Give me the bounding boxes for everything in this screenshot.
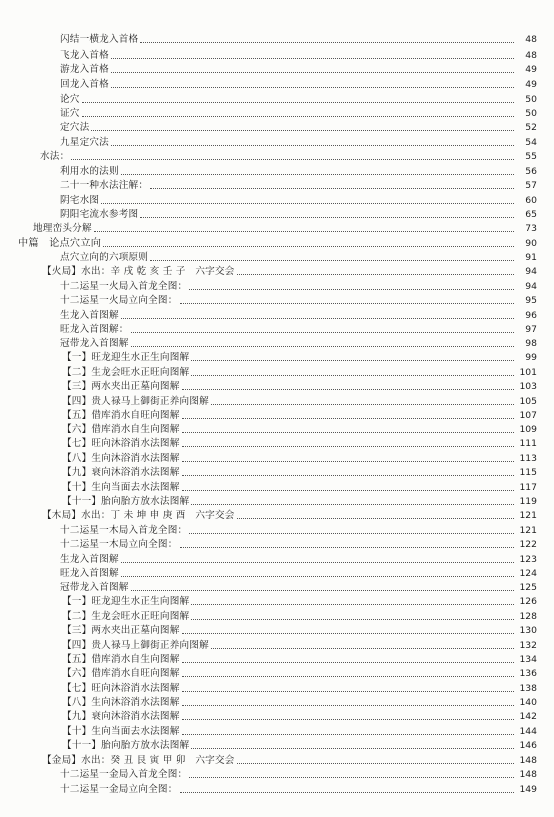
toc-entry-title: 【一】旺龙迎生水正生向图解 — [62, 596, 190, 607]
toc-entry[interactable] — [0, 351, 537, 364]
toc-entry-page-number: 94 — [525, 281, 537, 292]
toc-leader-dots — [237, 763, 514, 764]
toc-entry-title: 【六】借库消水自旺向图解 — [62, 668, 180, 679]
toc-entry[interactable] — [0, 553, 537, 566]
toc-entry-title: 【三】两水夹出正墓向图解 — [62, 625, 180, 636]
toc-entry[interactable] — [0, 380, 537, 393]
toc-entry-title: 生龙入首图解 — [60, 310, 119, 321]
toc-leader-dots — [101, 203, 514, 204]
toc-entry[interactable] — [0, 237, 537, 250]
toc-entry-page-number: 126 — [519, 596, 537, 607]
toc-entry-title: 【四】贵人禄马上御街正养向图解 — [62, 640, 209, 651]
toc-entry-page-number: 65 — [525, 209, 537, 220]
toc-entry[interactable] — [0, 423, 537, 436]
toc-entry[interactable] — [0, 610, 537, 623]
toc-entry[interactable] — [0, 595, 537, 608]
toc-leader-dots — [191, 619, 514, 620]
toc-leader-dots — [140, 217, 514, 218]
toc-leader-dots — [189, 289, 514, 290]
toc-leader-dots — [71, 159, 514, 160]
toc-entry-page-number: 136 — [519, 668, 537, 679]
toc-entry[interactable] — [0, 294, 537, 307]
toc-leader-dots — [150, 260, 514, 261]
toc-entry-title: 十二运星一木局入首龙全图： — [60, 525, 188, 536]
toc-entry-page-number: 146 — [519, 740, 537, 751]
toc-entry[interactable] — [0, 63, 537, 76]
toc-entry-title: 【木局】水出：丁 未 坤 申 庚 酉 六字交会 — [42, 510, 235, 521]
toc-entry-title: 【火局】水出：辛 戌 乾 亥 壬 子 六字交会 — [42, 266, 235, 277]
toc-entry-page-number: 148 — [519, 769, 537, 780]
toc-leader-dots — [191, 375, 514, 376]
toc-entry-title: 水法： — [40, 151, 70, 162]
toc-entry-page-number: 101 — [519, 367, 537, 378]
toc-entry-page-number: 123 — [519, 554, 537, 565]
toc-entry-title: 飞龙入首格 — [60, 50, 109, 61]
toc-entry-page-number: 97 — [525, 324, 537, 335]
toc-entry-page-number: 94 — [525, 266, 537, 277]
toc-entry-page-number: 56 — [525, 166, 537, 177]
toc-entry-page-number: 109 — [519, 424, 537, 435]
toc-entry[interactable] — [0, 78, 537, 91]
toc-entry-page-number: 49 — [525, 79, 537, 90]
toc-entry-page-number: 144 — [519, 726, 537, 737]
toc-entry-page-number: 57 — [525, 180, 537, 191]
toc-entry-title: 利用水的法则 — [60, 166, 119, 177]
toc-leader-dots — [237, 518, 514, 519]
toc-entry-title: 九星定穴法 — [60, 137, 109, 148]
toc-entry-title: 【十一】胎向胎方放水法图解 — [62, 740, 190, 751]
toc-entry-title: 闪结一横龙入首格 — [60, 34, 139, 45]
toc-entry[interactable] — [0, 49, 537, 62]
toc-entry-title: 【一】旺龙迎生水正生向图解 — [62, 352, 190, 363]
toc-entry-page-number: 98 — [525, 338, 537, 349]
toc-entry-title: 中篇 论点穴立向 — [18, 238, 102, 249]
toc-entry-page-number: 121 — [519, 510, 537, 521]
toc-entry[interactable] — [0, 179, 537, 192]
toc-entry-title: 【金局】水出：癸 丑 艮 寅 甲 卯 六字交会 — [42, 755, 235, 766]
toc-leader-dots — [191, 360, 514, 361]
toc-leader-dots — [131, 590, 514, 591]
toc-entry[interactable] — [0, 754, 537, 767]
toc-entry-page-number: 50 — [525, 108, 537, 119]
toc-entry[interactable] — [0, 121, 537, 134]
toc-leader-dots — [131, 332, 514, 333]
toc-leader-dots — [180, 303, 514, 304]
toc-leader-dots — [211, 404, 514, 405]
toc-entry-title: 【七】旺向沐浴消水法图解 — [62, 438, 180, 449]
toc-leader-dots — [182, 418, 514, 419]
toc-entry-page-number: 142 — [519, 711, 537, 722]
toc-entry[interactable] — [0, 509, 537, 522]
toc-entry-page-number: 90 — [525, 238, 537, 249]
toc-entry[interactable] — [0, 222, 537, 235]
toc-entry-page-number: 103 — [519, 381, 537, 392]
toc-entry-page-number: 125 — [519, 582, 537, 593]
toc-entry-page-number: 48 — [525, 50, 537, 61]
toc-entry-page-number: 128 — [519, 611, 537, 622]
toc-entry-page-number: 111 — [519, 438, 537, 449]
toc-entry[interactable] — [0, 768, 537, 781]
toc-entry[interactable] — [0, 783, 537, 796]
toc-entry-page-number: 130 — [519, 625, 537, 636]
toc-entry-page-number: 119 — [519, 496, 537, 507]
toc-entry-page-number: 60 — [525, 195, 537, 206]
toc-entry-page-number: 121 — [519, 525, 537, 536]
toc-entry-page-number: 140 — [519, 697, 537, 708]
toc-leader-dots — [103, 246, 514, 247]
toc-leader-dots — [91, 130, 514, 131]
toc-entry-title: 定穴法 — [60, 122, 90, 133]
toc-entry-page-number: 148 — [519, 755, 537, 766]
toc-leader-dots — [111, 87, 514, 88]
toc-leader-dots — [94, 231, 514, 232]
toc-leader-dots — [111, 145, 514, 146]
toc-leader-dots — [191, 748, 514, 749]
toc-entry-page-number: 96 — [525, 310, 537, 321]
toc-entry[interactable] — [0, 725, 537, 738]
toc-entry-page-number: 124 — [519, 568, 537, 579]
toc-leader-dots — [182, 475, 514, 476]
toc-entry[interactable] — [0, 395, 537, 408]
toc-entry-page-number: 99 — [525, 352, 537, 363]
toc-entry-title: 【十一】胎向胎方放水法图解 — [62, 496, 190, 507]
toc-leader-dots — [150, 188, 514, 189]
toc-entry[interactable] — [0, 696, 537, 709]
toc-entry[interactable] — [0, 682, 537, 695]
toc-leader-dots — [121, 576, 514, 577]
toc-leader-dots — [121, 174, 514, 175]
toc-entry-title: 阴宅水图 — [60, 195, 100, 206]
toc-entry[interactable] — [0, 309, 537, 322]
toc-entry-title: 【二】生龙会旺水正旺向图解 — [62, 611, 190, 622]
toc-entry-page-number: 73 — [525, 223, 537, 234]
toc-entry[interactable] — [0, 739, 537, 752]
toc-entry-page-number: 107 — [519, 410, 537, 421]
toc-entry-page-number: 49 — [525, 64, 537, 75]
toc-entry-title: 证穴 — [60, 108, 80, 119]
toc-entry-page-number: 149 — [519, 784, 537, 795]
toc-entry[interactable] — [0, 524, 537, 537]
toc-entry-page-number: 117 — [519, 482, 537, 493]
toc-entry-page-number: 55 — [525, 151, 537, 162]
toc-entry-title: 论穴 — [60, 94, 80, 105]
toc-entry-title: 十二运星一金局立向全图： — [60, 784, 178, 795]
toc-entry-page-number: 95 — [525, 295, 537, 306]
toc-entry-page-number: 50 — [525, 94, 537, 105]
toc-leader-dots — [189, 533, 514, 534]
toc-entry-page-number: 48 — [525, 34, 537, 45]
toc-entry-title: 【六】借库消水自生向图解 — [62, 424, 180, 435]
toc-leader-dots — [121, 318, 514, 319]
toc-entry-page-number: 138 — [519, 683, 537, 694]
toc-entry[interactable] — [0, 208, 537, 221]
toc-entry-page-number: 134 — [519, 654, 537, 665]
toc-leader-dots — [191, 504, 514, 505]
toc-leader-dots — [111, 72, 514, 73]
toc-leader-dots — [182, 389, 514, 390]
toc-entry-title: 十二运星一木局立向全图： — [60, 539, 178, 550]
toc-entry[interactable] — [0, 466, 537, 479]
toc-entry-title: 旺龙入首图解 — [60, 568, 119, 579]
toc-entry[interactable] — [0, 150, 537, 163]
toc-entry-page-number: 54 — [525, 137, 537, 148]
toc-entry-title: 【三】两水夹出正墓向图解 — [62, 381, 180, 392]
toc-entry-title: 【八】生向沐浴消水法图解 — [62, 453, 180, 464]
toc-leader-dots — [182, 691, 514, 692]
toc-entry[interactable] — [0, 581, 537, 594]
toc-entry-title: 十二运星一火局入首龙全图： — [60, 281, 188, 292]
toc-entry[interactable] — [0, 452, 537, 465]
toc-entry[interactable] — [0, 366, 537, 379]
toc-entry[interactable] — [0, 107, 537, 120]
toc-entry[interactable] — [0, 165, 537, 178]
toc-leader-dots — [182, 662, 514, 663]
toc-entry[interactable] — [0, 710, 537, 723]
toc-entry[interactable] — [0, 538, 537, 551]
toc-leader-dots — [82, 116, 514, 117]
toc-entry-title: 冠带龙入首图解 — [60, 338, 129, 349]
toc-entry[interactable] — [0, 265, 537, 278]
toc-entry[interactable] — [0, 323, 537, 336]
toc-leader-dots — [182, 633, 514, 634]
toc-entry-title: 【四】贵人禄马上御街正养向图解 — [62, 396, 209, 407]
toc-entry[interactable] — [0, 194, 537, 207]
toc-entry[interactable] — [0, 337, 537, 350]
toc-entry[interactable] — [0, 136, 537, 149]
toc-leader-dots — [180, 547, 514, 548]
toc-leader-dots — [182, 461, 514, 462]
toc-entry-page-number: 52 — [525, 122, 537, 133]
toc-leader-dots — [82, 102, 514, 103]
toc-leader-dots — [182, 432, 514, 433]
toc-leader-dots — [182, 705, 514, 706]
toc-leader-dots — [182, 490, 514, 491]
toc-entry[interactable] — [0, 437, 537, 450]
toc-entry[interactable] — [0, 280, 537, 293]
toc-entry-title: 冠带龙入首图解 — [60, 582, 129, 593]
toc-leader-dots — [191, 604, 514, 605]
toc-entry-title: 【九】衰向沐浴消水法图解 — [62, 711, 180, 722]
toc-entry[interactable] — [0, 33, 537, 46]
toc-leader-dots — [111, 58, 514, 59]
toc-entry-title: 回龙入首格 — [60, 79, 109, 90]
toc-leader-dots — [237, 274, 514, 275]
toc-entry[interactable] — [0, 251, 537, 264]
toc-entry-title: 【二】生龙会旺水正旺向图解 — [62, 367, 190, 378]
toc-leader-dots — [211, 648, 514, 649]
toc-entry[interactable] — [0, 624, 537, 637]
toc-leader-dots — [182, 734, 514, 735]
toc-entry-title: 【九】衰向沐浴消水法图解 — [62, 467, 180, 478]
toc-entry-title: 【五】借库消水自旺向图解 — [62, 410, 180, 421]
toc-entry-title: 生龙入首图解 — [60, 554, 119, 565]
toc-entry-title: 【十】生向当面去水法图解 — [62, 482, 180, 493]
toc-leader-dots — [189, 777, 514, 778]
toc-entry-title: 【八】生向沐浴消水法图解 — [62, 697, 180, 708]
toc-entry[interactable] — [0, 495, 537, 508]
toc-entry-title: 二十一种水法注解： — [60, 180, 149, 191]
toc-entry[interactable] — [0, 667, 537, 680]
toc-entry[interactable] — [0, 481, 537, 494]
toc-entry[interactable] — [0, 653, 537, 666]
toc-entry-title: 【五】借库消水自生向图解 — [62, 654, 180, 665]
toc-entry-title: 游龙入首格 — [60, 64, 109, 75]
toc-leader-dots — [140, 42, 514, 43]
toc-entry[interactable] — [0, 567, 537, 580]
toc-entry[interactable] — [0, 639, 537, 652]
toc-entry-title: 点穴立向的六项原则 — [60, 252, 149, 263]
toc-entry-title: 十二运星一金局入首龙全图： — [60, 769, 188, 780]
toc-entry-page-number: 132 — [519, 640, 537, 651]
toc-leader-dots — [182, 719, 514, 720]
toc-entry-title: 【七】旺向沐浴消水法图解 — [62, 683, 180, 694]
toc-entry-title: 十二运星一火局立向全图： — [60, 295, 178, 306]
toc-entry-title: 旺龙入首图解： — [60, 324, 129, 335]
toc-entry-page-number: 91 — [525, 252, 537, 263]
toc-entry[interactable] — [0, 93, 537, 106]
toc-leader-dots — [182, 446, 514, 447]
toc-leader-dots — [121, 562, 514, 563]
toc-leader-dots — [180, 792, 514, 793]
toc-leader-dots — [182, 676, 514, 677]
toc-entry-page-number: 115 — [519, 467, 537, 478]
toc-entry-page-number: 122 — [519, 539, 537, 550]
toc-entry-title: 【十】生向当面去水法图解 — [62, 726, 180, 737]
toc-entry[interactable] — [0, 409, 537, 422]
toc-entry-page-number: 113 — [519, 453, 537, 464]
toc-leader-dots — [131, 346, 514, 347]
toc-entry-title: 阴阳宅流水参考图 — [60, 209, 139, 220]
toc-entry-title: 地理峦头分解 — [33, 223, 92, 234]
toc-entry-page-number: 105 — [519, 396, 537, 407]
